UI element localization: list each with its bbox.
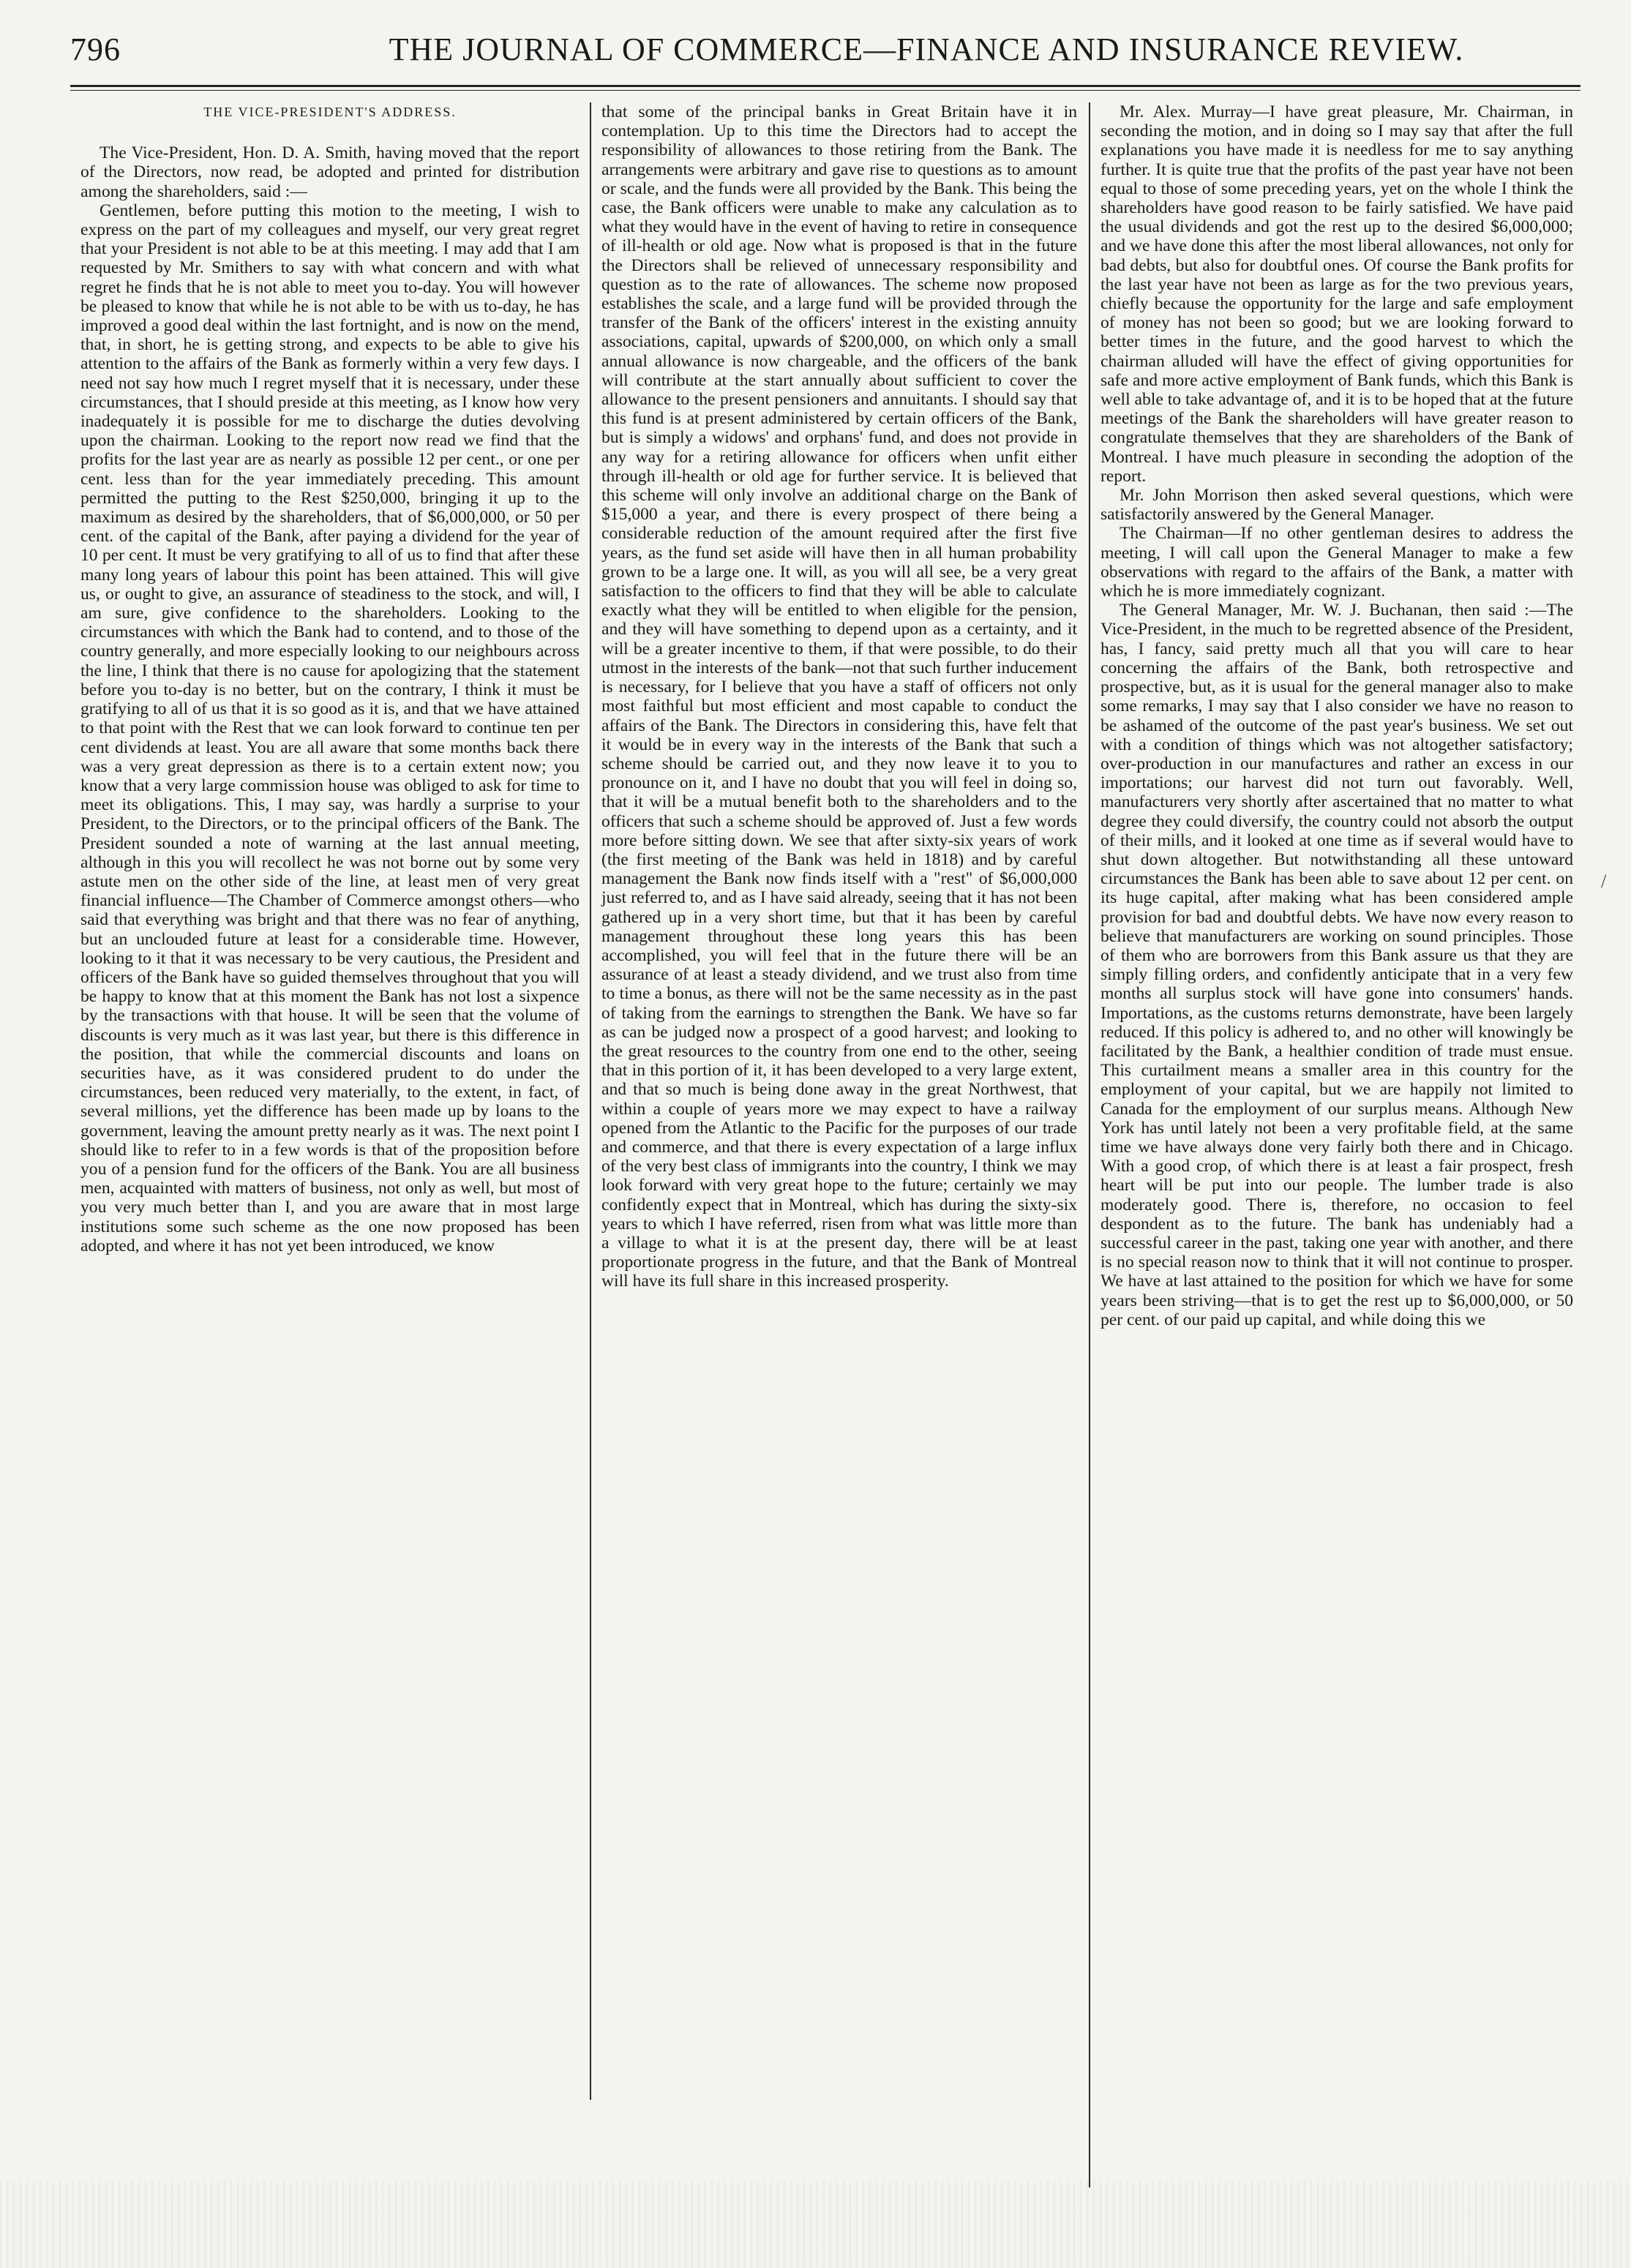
paragraph: Mr. John Morrison then asked several questions, which were satisfactorily answered by the General Manager. xyxy=(1101,486,1573,525)
journal-title: THE JOURNAL OF COMMERCE—FINANCE AND INSURANCE REVIEW. xyxy=(389,31,1464,67)
page-number: 796 xyxy=(70,31,121,67)
page-header xyxy=(70,26,1578,78)
paragraph: Gentlemen, before putting this motion to the meeting, I wish to express on the part of my colleagues and myself, our very great regret that your President is not able to be at this meeting. I may add that I am requested by Mr. Smithers to say with what concern and with what regret he finds that he is not able to meet you to-day. You will however be pleased to know that while he is not able to be with us to-day, he has improved a good deal within the last fortnight, and is now on the mend, that, in short, he is getting strong, and expects to be able to give his attention to the affairs of the Bank as formerly within a very few days. I need not say how much I regret myself that it is necessary, under these circumstances, that I should preside at this meeting, as I know how very inadequately it is possible for me to discharge the duties devolving upon the chairman. Looking to the report now read we find that the profits for the last year are as nearly as possible 12 per cent., or one per cent. less than for the year immediately preceding. This amount permitted the putting to the Rest $250,000, bringing it up to the maximum as desired by the shareholders, that of $6,000,000, or 50 per cent. of the capital of the Bank, after paying a dividend for the year of 10 per cent. It must be very gratifying to all of us to find that after these many long years of labour this point has been attained. This will give us, or ought to give, an assurance of steadiness to the stock, and will, I am sure, give confidence to the shareholders. Looking to the circumstances with which the Bank had to contend, and to those of the country generally, and more especially looking to our neighbours across the line, I think that there is no cause for apologizing that the statement before you to-day is no better, but on the contrary, I think it must be gratifying to all of us that it is so good as it is, and that we have attained to that point with the Rest that we can look forward to continue ten per cent dividends at least. You are all aware that some months back there was a very great depression as there is to a certain extent now; you know that a very large commission house was obliged to ask for time to meet its obligations. This, I may say, was hardly a surprise to your President, to the Directors, or to the principal officers of the Bank. The President sounded a note of warning at the last annual meeting, although in this you will recollect he was not borne out by some very astute men on the other side of the line, at least men of very great financial influence—The Chamber of Commerce amongst others—who said that everything was bright and that there was no fear of anything, but an unclouded future at least for a considerable time. However, looking to it that it was necessary to be very cautious, the President and officers of the Bank have so guided themselves throughout that you will be happy to know that at this moment the Bank has not lost a sixpence by the transactions with that house. It will be seen that the volume of discounts is very much as it was last year, but there is this difference in the position, that while the commercial discounts and loans on securities have, as it was considered prudent to do under the circumstances, been reduced very materially, to the extent, in fact, of several millions, yet the difference has been made up by loans to the government, leaving the amount pretty nearly as it was. The next point I should like to refer to in a few words is that of the proposition before you of a pension fund for the officers of the Bank. You are all business men, acquainted with matters of business, not only as well, but most of you very much better than I, and you are aware that in most large institutions some such scheme as the one now proposed has been adopted, and where it has not yet been introduced, we know xyxy=(80,200,580,1255)
paragraph: The Vice-President, Hon. D. A. Smith, having moved that the report of the Directors, now read, be adopted and printed for distribution among the shareholders, said :— xyxy=(80,143,580,201)
paragraph: Mr. Alex. Murray—I have great pleasure, Mr. Chairman, in seconding the motion, and in doing so I may say that after the full explanations you have made it is needless for me to say anything further. It is quite true that the profits of the past year have not been equal to those of some preceding years, yet on the whole I think the shareholders have good reason to be fairly satisfied. We have paid the usual dividends and got the rest up to the desired $6,000,000; and we have done this after the most liberal allowances, not only for bad debts, but also for doubtful ones. Of course the Bank profits for the last year have not been as large as for the two previous years, chiefly because the opportunity for the large and safe employment of money has not been so good; but we are looking forward to better times in the future, and the good harvest to which the chairman alluded will have the effect of giving opportunities for safe and more active employment of Bank funds, which this Bank is well able to take advantage of, and it is to be hoped that at the future meetings of the Bank the shareholders will have greater reason to congratulate themselves that they are shareholders of the Bank of Montreal. I have much pleasure in seconding the adoption of the report. xyxy=(1101,102,1573,486)
paragraph: The Chairman—If no other gentleman desires to address the meeting, I will call upon the General Manager to make a few observations with regard to the affairs of the Bank, a matter with which he is more immediately cognizant. xyxy=(1101,524,1573,601)
scan-noise xyxy=(0,2180,1631,2268)
margin-mark: / xyxy=(1601,871,1607,892)
article-heading: THE VICE-PRESIDENT'S ADDRESS. xyxy=(203,105,457,119)
column-divider xyxy=(590,102,591,2100)
text-column-1 xyxy=(80,102,580,1255)
column-divider xyxy=(1089,102,1090,2188)
header-rule xyxy=(70,85,1581,91)
paragraph: that some of the principal banks in Great Britain have it in contemplation. Up to this time the Directors had to accept the responsibility of allowances to those retiring from the Bank. The arrangements were arbitrary and gave rise to questions as to amount or scale, and the funds were all provided by the Bank. This being the case, the Bank officers were unable to make any calculation as to what they would have in the event of having to retire in consequence of ill-health or old age. Now what is proposed is that in the future the Directors shall be relieved of unnecessary responsibility and question as to the rate of allowances. The scheme now proposed establishes the scale, and a large fund will be provided through the transfer of the Bank of the officers' interest in the existing annuity associations, capital, upwards of $200,000, on which only a small annual allowance is now chargeable, and the officers of the bank will contribute at the start annually about sufficient to cover the allowance to the present pensioners and annuitants. I should say that this fund is at present administered by certain officers of the Bank, but is simply a widows' and orphans' fund, and does not provide in any way for a retiring allowance for officers when unfit either through ill-health or old age for further service. It is believed that this scheme will only involve an additional charge on the Bank of $15,000 a year, and there is every prospect of there being a considerable reduction of the amount required after the first five years, as the fund set aside will have then in all human probability grown to be a large one. It will, as you will all see, be a very great satisfaction to the officers to find that they will be able to calculate exactly what they will be entitled to when eligible for the pension, and they will have something to depend upon as a certainty, and it will be a greater incentive to them, if that were possible, to do their utmost in the interests of the bank—not that such further inducement is necessary, for I believe that you have a staff of officers not only most faithful but most efficient and most capable to conduct the affairs of the Bank. The Directors in considering this, have felt that it would be in every way in the interests of the Bank that such a scheme should be carried out, and they now leave it to you to pronounce on it, and I have no doubt that you will feel in doing so, that it will be a mutual benefit both to the shareholders and to the officers that such a scheme should be approved of. Just a few words more before sitting down. We see that after sixty-six years of work (the first meeting of the Bank was held in 1818) and by careful management the Bank now finds itself with a "rest" of $6,000,000 just referred to, and as I have said already, seeing that it has not been gathered up in a very short time, but that it has been by careful management throughout these long years this has been accomplished, you will feel that in the future there will be an assurance of at least a steady dividend, and we trust also from time to time a bonus, as there will not be the same necessity as in the past of taking from the earnings to strengthen the Bank. We have so far as can be judged now a prospect of a good harvest; and looking to the great resources to the country from one end to the other, seeing that in this portion of it, it has been developed to a very large extent, and that so much is being done away in the great Northwest, that within a couple of years more we may expect to have a railway opened from the Atlantic to the Pacific for the purposes of our trade and commerce, and that there is every expectation of a large influx of the very best class of immigrants into the country, I think we may look forward with very great hope to the future; certainly we may confidently expect that in Montreal, which has during the sixty-six years to which I have referred, risen from what was little more than a village to what it is at the present day, there will be at least proportionate progress in the future, and that the Bank of Montreal will have its full share in this increased prosperity. xyxy=(601,102,1077,1291)
text-column-2 xyxy=(601,102,1077,1291)
paragraph: The General Manager, Mr. W. J. Buchanan, then said :—The Vice-President, in the much to be regretted absence of the President, has, I fancy, said pretty much all that you will care to hear concerning the affairs of the Bank, both retrospective and prospective, but, as it is usual for the general manager also to make some remarks, I may say that I also consider we have no reason to be ashamed of the outcome of the past year's business. We set out with a condition of things which was not altogether satisfactory; over-production in our manufactures and rather an excess in our importations; our harvest did not turn out favorably. Well, manufacturers very shortly after ascertained that no matter to what degree they could diversify, the country could not absorb the output of their mills, and it looked at one time as if several would have to shut down altogether. But notwithstanding all these untoward circumstances the Bank has been able to save about 12 per cent. on its huge capital, after making what has been considered ample provision for bad and doubtful debts. We have now every reason to believe that manufacturers are working on sound principles. Those of them who are borrowers from this Bank assure us that they are simply filling orders, and confidently anticipate that in a very few months all surplus stock will have gone into consumers' hands. Importations, as the customs returns demonstrate, have been largely reduced. If this policy is adhered to, and no other will knowingly be facilitated by the Bank, a healthier condition of trade must ensue. This curtailment means a smaller area in this country for the employment of your capital, but we are happily not limited to Canada for the employment of our surplus means. Although New York has until lately not been a very profitable field, at the same time we have always done very fairly both there and in Chicago. With a good crop, of which there is at least a fair prospect, fresh heart will be put into our people. The lumber trade is also moderately good. There is, therefore, no occasion to feel despondent as to the future. The bank has undeniably had a successful career in the past, taking one year with another, and there is no special reason now to think that it will not continue to prosper. We have at last attained to the position for which we have for some years been striving—that is to get the rest up to $6,000,000, or 50 per cent. of our paid up capital, and while doing this we xyxy=(1101,601,1573,1329)
text-column-3 xyxy=(1101,102,1573,1329)
